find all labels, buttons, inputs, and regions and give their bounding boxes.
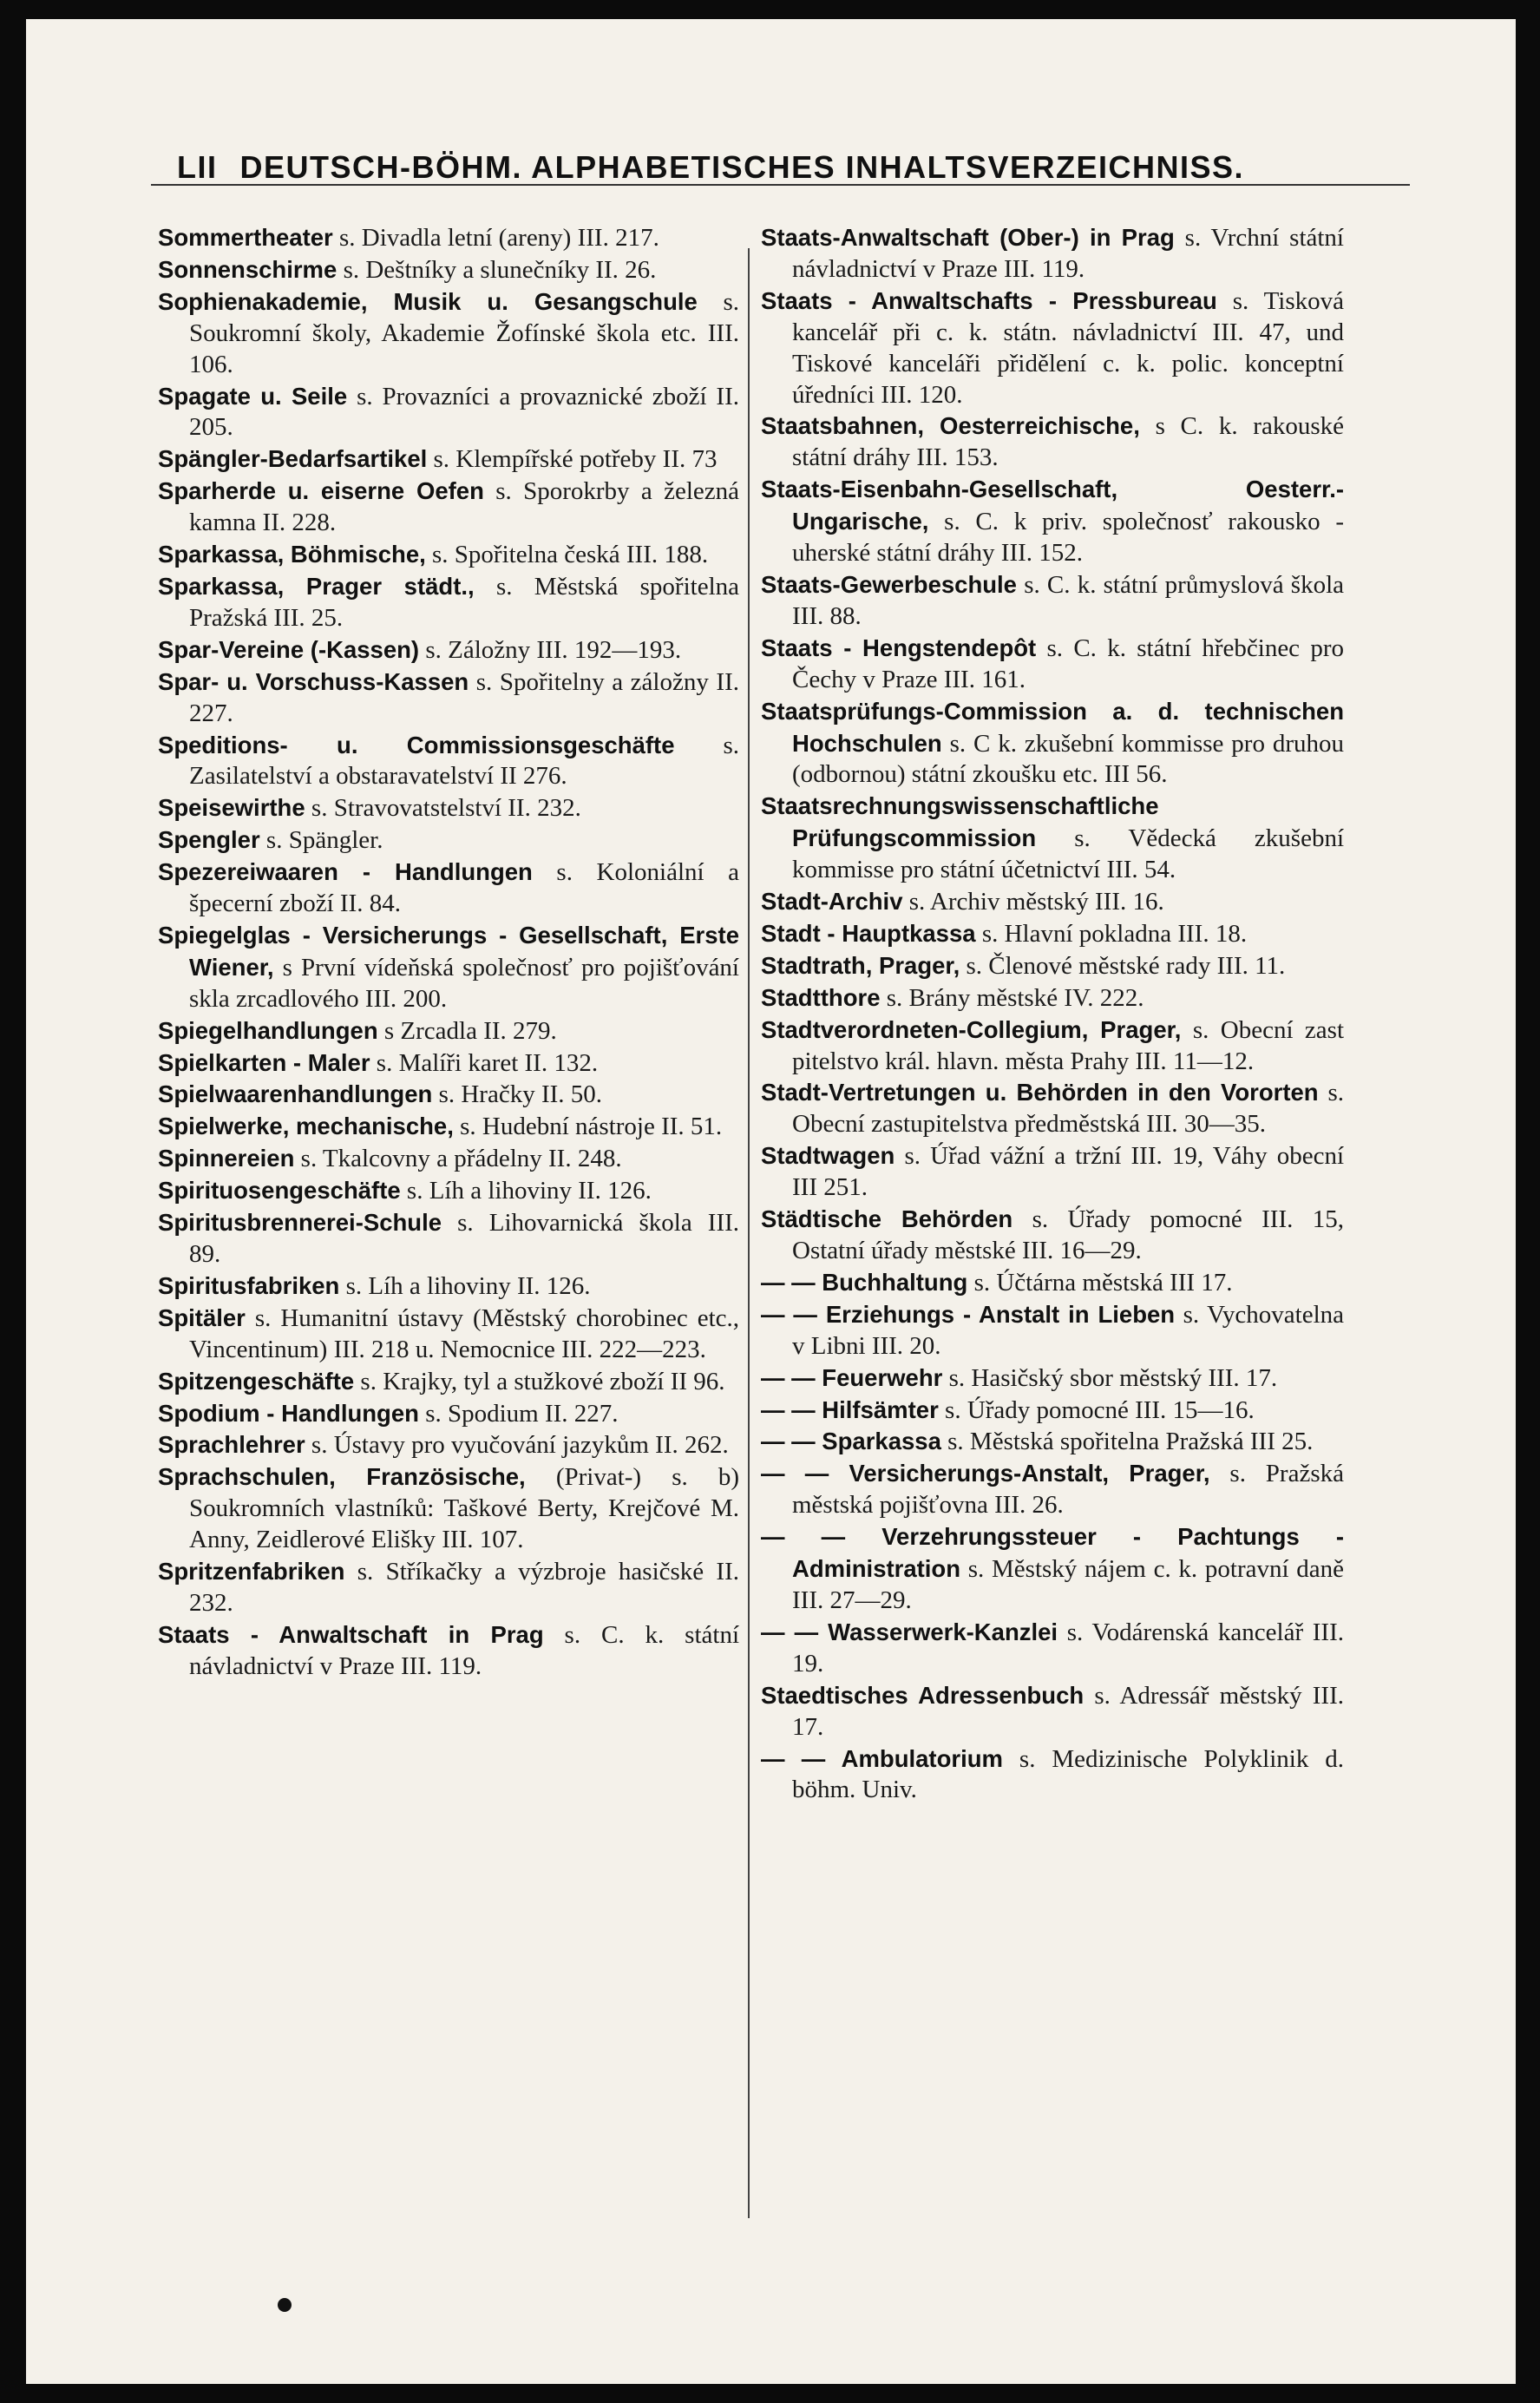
entry-term: Spezereiwaaren - Handlungen [158,858,533,886]
entry-term: Staatsrechnungswissenschaftliche Prüfungscommission [761,792,1159,852]
index-entry [158,792,739,824]
entry-reference: s C. k. rakouské státní dráhy III. 153. [792,412,1344,472]
index-entry [158,1047,739,1080]
entry-term: Stadtverordneten-Collegium, Prager, [761,1015,1182,1043]
entry-term: Stadt - Hauptkassa [761,919,976,947]
index-entry [761,1743,1344,1807]
entry-term: Stadt-Vertretungen u. Behörden in den Vororten [761,1079,1319,1106]
entry-reference: s. Spořitelny a záložny II. 227. [189,667,739,727]
index-entry [158,443,739,476]
entry-term: — — Erziehungs - Anstalt in Lieben [761,1300,1176,1328]
entry-term: Spar-Vereine (-Kassen) [158,635,420,663]
index-entry [761,1680,1344,1743]
entry-term: Städtische Behörden [761,1205,1013,1233]
index-entry [761,1140,1344,1204]
entry-reference: s. Účtárna městská III 17. [973,1268,1233,1297]
entry-term: Spritzenfabriken [158,1558,345,1586]
index-entry [761,410,1344,474]
entry-term: Spitzengeschäfte [158,1367,355,1395]
entry-reference: s. Stříkačky a výzbroje hasičské II. 232. [189,1558,740,1617]
index-entry [158,730,739,793]
entry-reference: s. Úřad vážní a tržní III. 19, Váhy obecní III 251. [792,1142,1345,1202]
entry-term: Stadt-Archiv [761,888,903,916]
page-number: LII [177,149,218,185]
ink-spot [278,2298,292,2312]
entry-term: Staedtisches Adressenbuch [761,1681,1085,1709]
entry-term: Staats - Hengstendepôt [761,634,1037,661]
entry-term: Sprachschulen, Französische, [158,1463,526,1491]
entry-term: — — Hilfsämter [761,1395,939,1423]
index-entry [761,1426,1344,1458]
entry-term: — — Feuerwehr [761,1363,943,1391]
entry-term: — — Verzehrungssteuer - Pachtungs - Administration [761,1523,1344,1583]
running-header [177,149,1340,186]
entry-term: Sonnenschirme [158,255,337,283]
entry-reference: s. Malíři karet II. 132. [376,1048,599,1077]
index-entry [761,886,1344,918]
entry-reference: s. Archiv městský III. 16. [908,888,1164,916]
index-entry [761,791,1344,886]
entry-reference: s. Vychovatelna v Libni III. 20. [792,1300,1345,1360]
entry-term: Spagate u. Seile [158,382,348,410]
index-entry [158,1207,739,1270]
index-entry [761,1267,1344,1299]
entry-reference: s. Ústavy pro vyučování jazykům II. 262. [311,1431,729,1460]
entry-term: Stadtrath, Prager, [761,951,960,979]
entry-reference: s. Obecní zast pitelstvo král. hlavn. města Prahy III. 11—12. [792,1015,1345,1075]
entry-reference: s. Medizinische Polyklinik d. böhm. Univ. [792,1744,1345,1804]
entry-reference: s. Deštníky a slunečníky II. 26. [343,255,657,284]
entry-reference: s. C. k. státní průmyslová škola III. 88. [792,570,1345,630]
entry-reference: s. Líh a lihoviny II. 126. [345,1271,591,1300]
entry-term: Staats-Eisenbahn-Gesellschaft, Oesterr.-Ungarische, [761,476,1344,535]
entry-reference: s. Tisková kancelář při c. k. státn. návladnictví III. 47, und Tiskové kanceláři přidělení c. k. polic. konceptní úředníci III. 120. [792,286,1344,409]
entry-reference: s. C. k. státní hřebčinec pro Čechy v Praze III. 161. [792,634,1345,693]
entry-term: Sophienakademie, Musik u. Gesangschule [158,287,698,315]
entry-reference: s. Adressář městský III. 17. [792,1681,1344,1741]
entry-reference: s. Spängler. [265,826,383,855]
entry-reference: s. Líh a lihoviny II. 126. [406,1177,652,1205]
entry-reference: s. Vodárenská kancelář III. 19. [792,1618,1345,1678]
index-entry [761,1617,1344,1680]
entry-term: Spängler-Bedarfsartikel [158,445,428,473]
entry-term: Spar- u. Vorschuss-Kassen [158,667,469,695]
entry-reference: s. Obecní zastupitelstva předměstská III. 30—35. [792,1079,1345,1139]
entry-reference: s. Úřady pomocné III. 15, Ostatní úřady městské III. 16—29. [792,1205,1345,1264]
entry-term: Stadtwagen [761,1142,895,1170]
index-entry [158,1366,739,1398]
entry-reference: s. Vrchní státní návladnictví v Praze III. 119. [792,224,1344,283]
index-entry [761,918,1344,950]
index-entry [158,476,739,539]
entry-term: Spiegelhandlungen [158,1016,378,1044]
entry-reference: s. Úřady pomocné III. 15—16. [945,1395,1255,1424]
index-entry [761,633,1344,696]
entry-reference: s První vídeňská společnosť pro pojišťování skla zrcadlového III. 200. [189,953,739,1013]
index-entry [158,1429,739,1461]
index-entry [158,286,739,381]
index-entry [158,824,739,857]
index-entry [158,1111,739,1143]
entry-term: Staats-Anwaltschaft (Ober-) in Prag [761,224,1175,251]
index-entry [761,1458,1344,1521]
entry-reference: (Privat-) s. b) Soukromních vlastníků: Taškové Berty, Krejčové M. Anny, Zeidlerové Elišky III. 107. [189,1463,740,1554]
index-entry [158,1143,739,1175]
entry-reference: s. Hasičský sbor městský III. 17. [948,1363,1278,1392]
entry-reference: s. Koloniální a špecerní zboží II. 84. [189,858,740,918]
index-entry [158,381,739,444]
entry-term: Spiritusfabriken [158,1271,340,1299]
entry-reference: s. Pražská městská pojišťovna III. 26. [792,1460,1344,1520]
index-entry [158,1556,739,1619]
entry-reference: s. Záložny III. 192—193. [425,635,682,664]
entry-term: Sparkassa, Böhmische, [158,541,426,568]
index-entry [158,1270,739,1303]
entry-term: Sprachlehrer [158,1431,305,1459]
entry-reference: s. Tkalcovny a přádelny II. 248. [300,1145,622,1173]
index-entry [158,1015,739,1047]
entry-term: Sommertheater [158,224,333,251]
entry-reference: s. Provazníci a provaznické zboží II. 205. [189,382,739,442]
entry-reference: s. Krajky, tyl a stužkové zboží II 96. [360,1367,725,1395]
entry-reference: s. Zasilatelství a obstaravatelství II 276. [189,731,739,791]
entry-reference: s. Brány městské IV. 222. [886,983,1144,1012]
entry-term: Spinnereien [158,1145,295,1172]
entry-term: Staatsprüfungs-Commission a. d. technischen Hochschulen [761,697,1344,757]
entry-reference: s. Hlavní pokladna III. 18. [981,919,1248,948]
entry-term: Spielwaarenhandlungen [158,1080,433,1108]
index-entry [158,857,739,920]
entry-reference: s. Městská spořitelna Pražská III. 25. [189,572,740,632]
index-entry [761,696,1344,791]
index-entry [761,1077,1344,1140]
index-entry [761,1014,1344,1078]
entry-reference: s. Divadla letní (areny) III. 217. [339,224,659,252]
page-title: DEUTSCH-BÖHM. ALPHABETISCHES INHALTSVERZEICHNISS. [239,149,1245,185]
entry-term: Spiegelglas - Versicherungs - Gesellschaft, Erste Wiener, [158,921,739,981]
entry-term: Spielkarten - Maler [158,1048,370,1076]
index-entry [761,950,1344,982]
index-entry [158,571,739,634]
entry-term: Speisewirthe [158,794,305,822]
entry-reference: s. Městská spořitelna Pražská III 25. [947,1428,1314,1456]
index-entry [158,634,739,666]
index-column-left [158,222,739,1683]
entry-reference: s. Humanitní ústavy (Městský chorobinec etc., Vincentinum) III. 218 u. Nemocnice III. 222—223. [189,1303,740,1363]
column-divider [748,248,750,2218]
entry-term: Spitäler [158,1303,246,1331]
index-entry [158,920,739,1015]
index-entry [158,1398,739,1430]
entry-term: Speditions- u. Commissionsgeschäfte [158,731,675,758]
index-entry [761,286,1344,411]
entry-term: Spodium - Handlungen [158,1399,419,1427]
index-entry [158,1619,739,1683]
entry-term: Sparherde u. eiserne Oefen [158,477,484,505]
header-rule [151,184,1410,186]
entry-term: Staats - Anwaltschafts - Pressbureau [761,286,1217,314]
entry-reference: s. C. k. státní návladnictví v Praze III. 119. [189,1620,740,1680]
index-entry [158,539,739,571]
index-entry [158,1461,739,1556]
entry-reference: s. Sporokrby a železná kamna II. 228. [189,477,740,537]
entry-term: Spiritusbrennerei-Schule [158,1209,442,1237]
entry-reference: s. C. k priv. společnosť rakousko - uherské státní dráhy III. 152. [792,508,1344,568]
index-entry [158,1303,739,1366]
index-entry [761,1521,1344,1617]
entry-reference: s. C k. zkušební kommisse pro druhou (odbornou) státní zkoušku etc. III 56. [792,729,1344,789]
entry-term: Spirituosengeschäfte [158,1177,401,1205]
entry-term: Spengler [158,826,260,854]
index-entry [761,1362,1344,1395]
index-entry [158,666,739,730]
entry-reference: s Zrcadla II. 279. [383,1016,557,1045]
index-entry [158,254,739,286]
entry-reference: s. Vědecká zkušební kommisse pro státní účetnictví III. 54. [792,824,1345,884]
entry-reference: s. Městský nájem c. k. potravní daně III. 27—29. [792,1555,1344,1614]
entry-term: Sparkassa, Prager städt., [158,572,475,600]
index-entry [761,222,1344,286]
entry-reference: s. Stravovatstelství II. 232. [311,794,581,823]
entry-term: — — Wasserwerk-Kanzlei [761,1618,1058,1645]
entry-term: Staats-Gewerbeschule [761,570,1017,598]
entry-reference: s. Soukromní školy, Akademie Žofínské škola etc. III. 106. [189,287,739,378]
entry-reference: s. Spořitelna česká III. 188. [432,541,709,569]
index-entry [761,569,1344,633]
entry-term: Stadtthore [761,983,881,1011]
entry-reference: s. Lihovarnická škola III. 89. [189,1209,740,1268]
entry-term: — — Ambulatorium [761,1744,1003,1772]
entry-reference: s. Hračky II. 50. [438,1080,603,1109]
index-entry [158,222,739,254]
entry-term: Staats - Anwaltschaft in Prag [158,1620,544,1648]
entry-term: — — Buchhaltung [761,1268,968,1296]
index-entry [761,474,1344,569]
index-entry [761,1395,1344,1427]
index-entry [761,982,1344,1014]
entry-reference: s. Členové městské rady III. 11. [966,951,1286,980]
entry-reference: s. Klempířské potřeby II. 73 [433,445,718,474]
index-entry [761,1204,1344,1267]
index-entry [158,1079,739,1111]
entry-reference: s. Hudební nástroje II. 51. [460,1113,723,1141]
index-entry [761,1299,1344,1362]
entry-term: Spielwerke, mechanische, [158,1113,454,1140]
index-entry [158,1175,739,1207]
entry-term: Staatsbahnen, Oesterreichische, [761,412,1140,440]
entry-reference: s. Spodium II. 227. [425,1399,619,1428]
index-column-right [761,222,1344,1806]
entry-term: — — Versicherungs-Anstalt, Prager, [761,1460,1210,1487]
entry-term: — — Sparkassa [761,1428,941,1455]
